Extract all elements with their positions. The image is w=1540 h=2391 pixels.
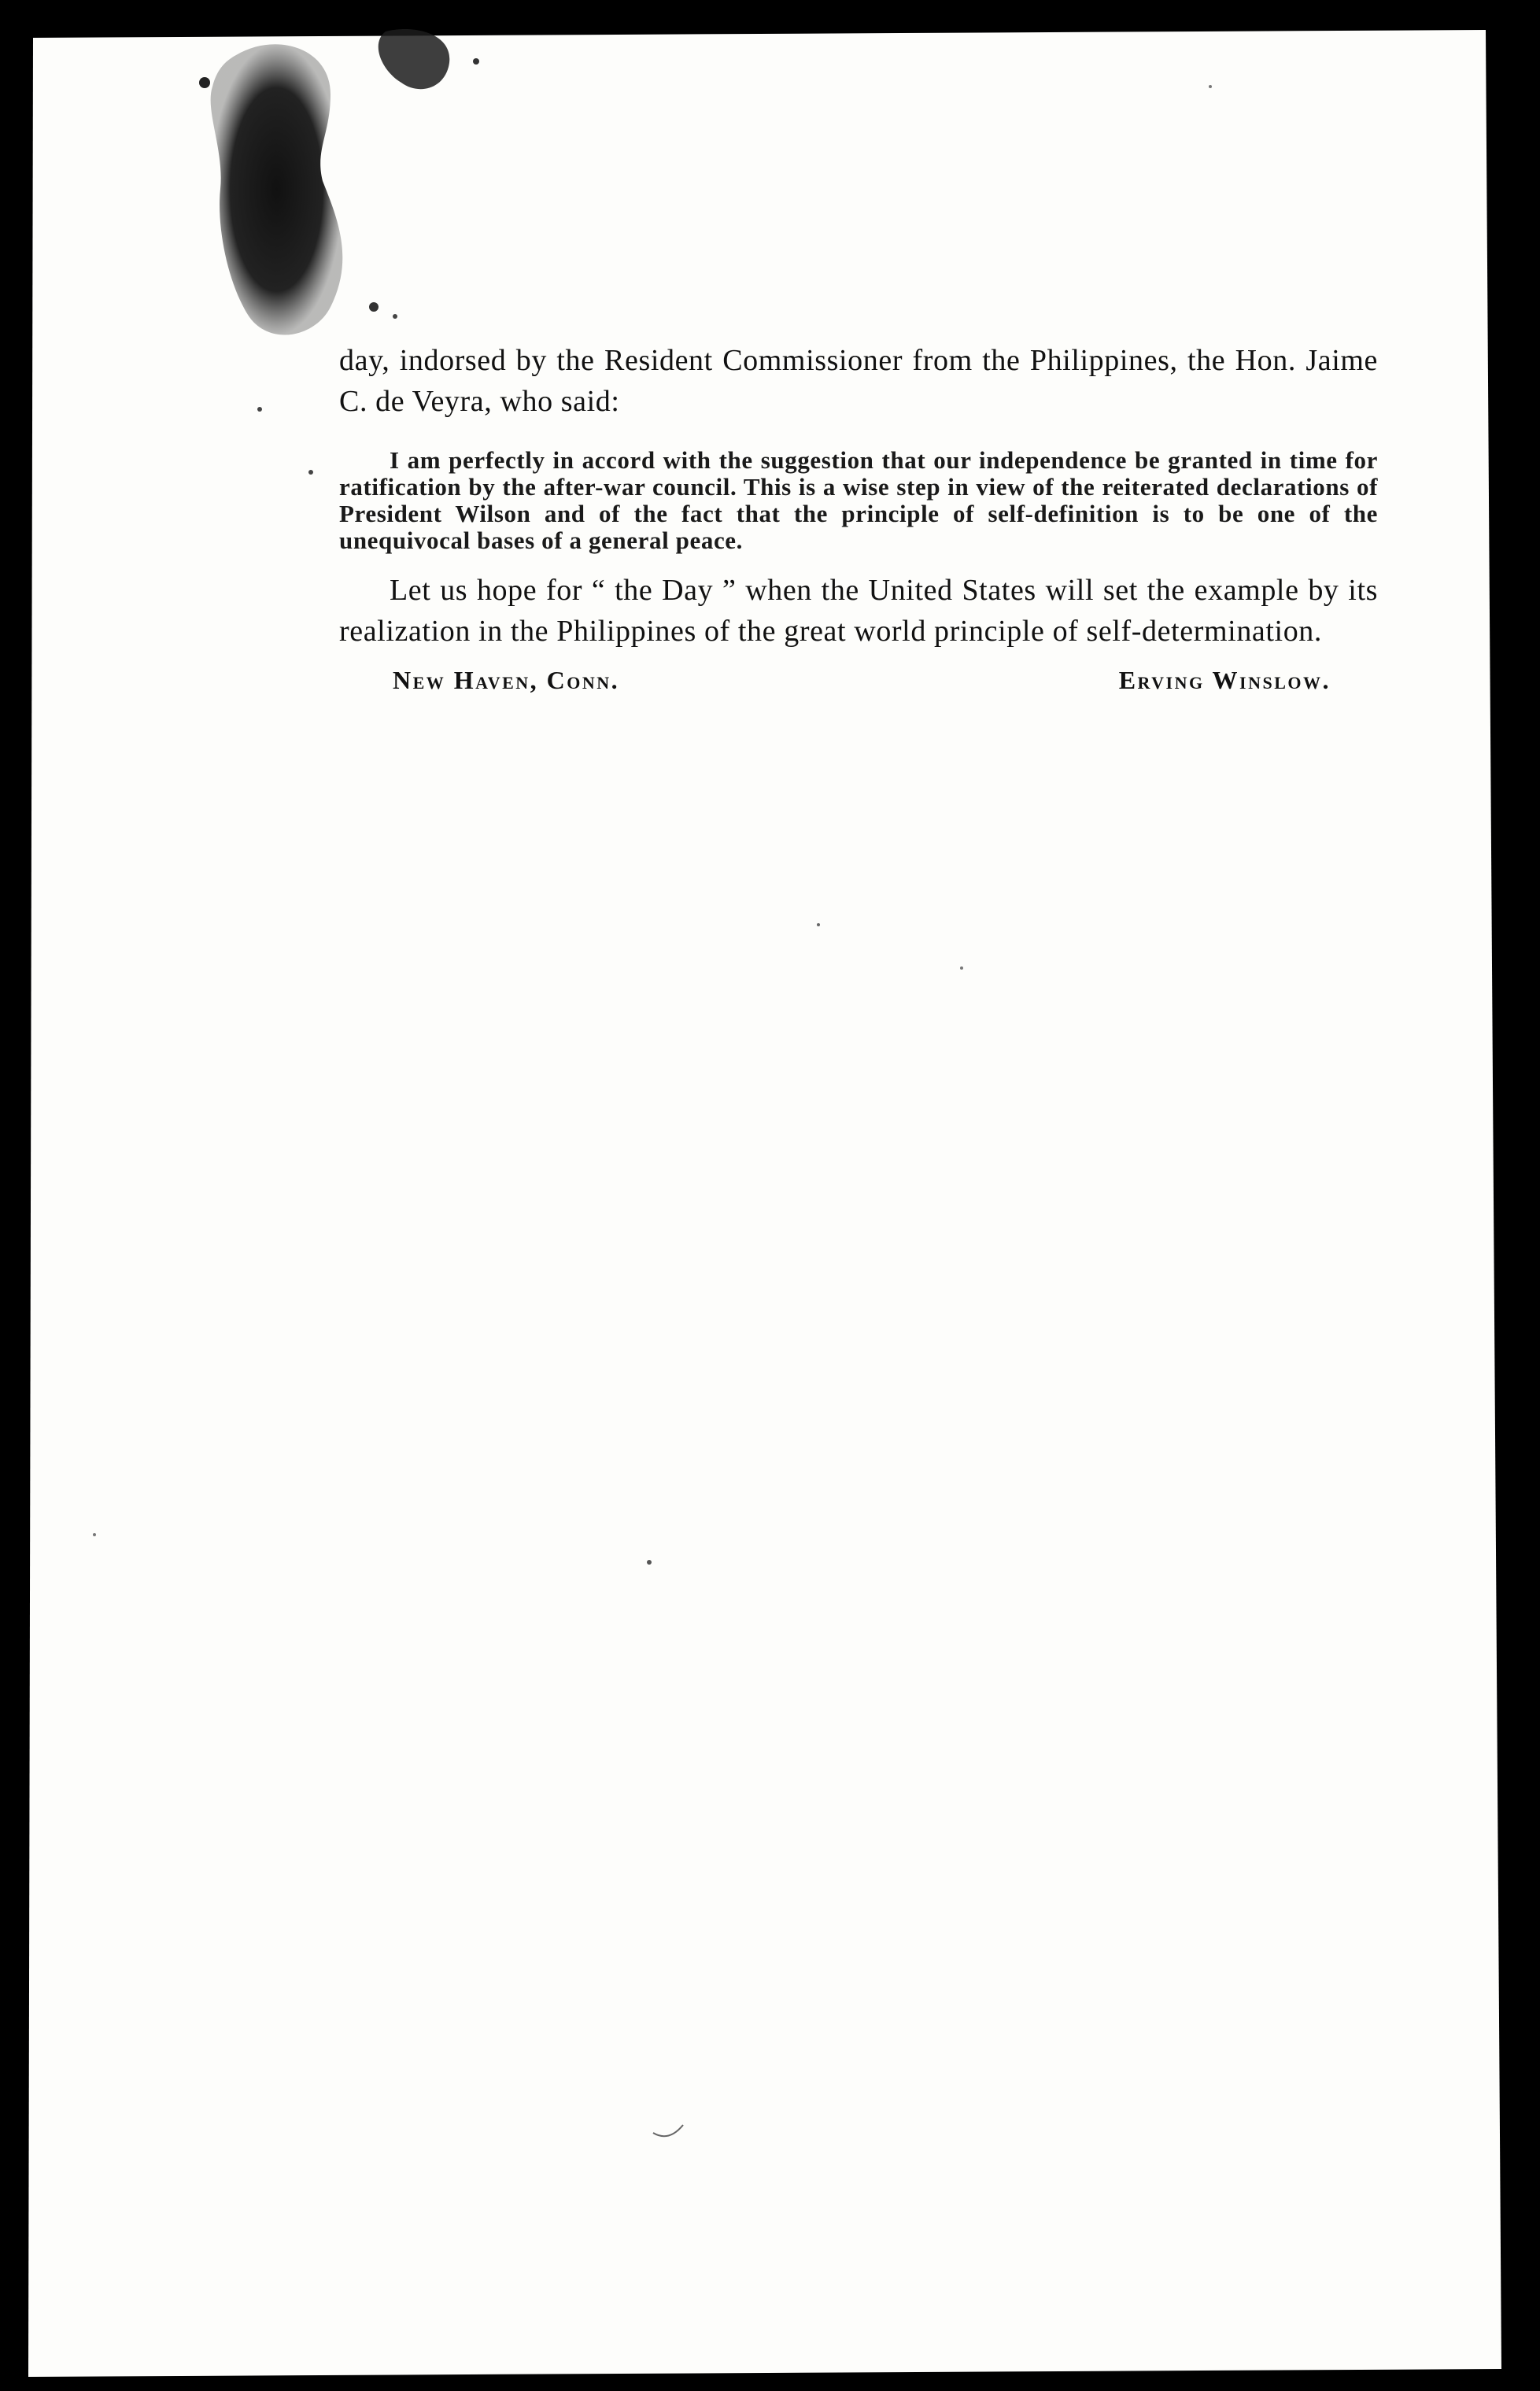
signature-author: Erving Winslow.	[1118, 666, 1331, 694]
quotation-block: I am perfectly in accord with the suggestion that our independence be granted in time for ratification by the after-war council. This is a wise step in view of the reiterated declarations of President Wilson and of the fact that the principle of self-definition is to be one of the unequivocal bases of a general peace.	[339, 446, 1378, 554]
signature-place: New Haven, Conn.	[393, 666, 620, 694]
closing-paragraph: Let us hope for “ the Day ” when the United States will set the example by its realization in the Philippines of the great world principle of self-determination.	[339, 574, 1378, 648]
opening-paragraph: day, indorsed by the Resident Commissioner from the Philippines, the Hon. Jaime C. de Veyra, who said:	[339, 344, 1378, 418]
